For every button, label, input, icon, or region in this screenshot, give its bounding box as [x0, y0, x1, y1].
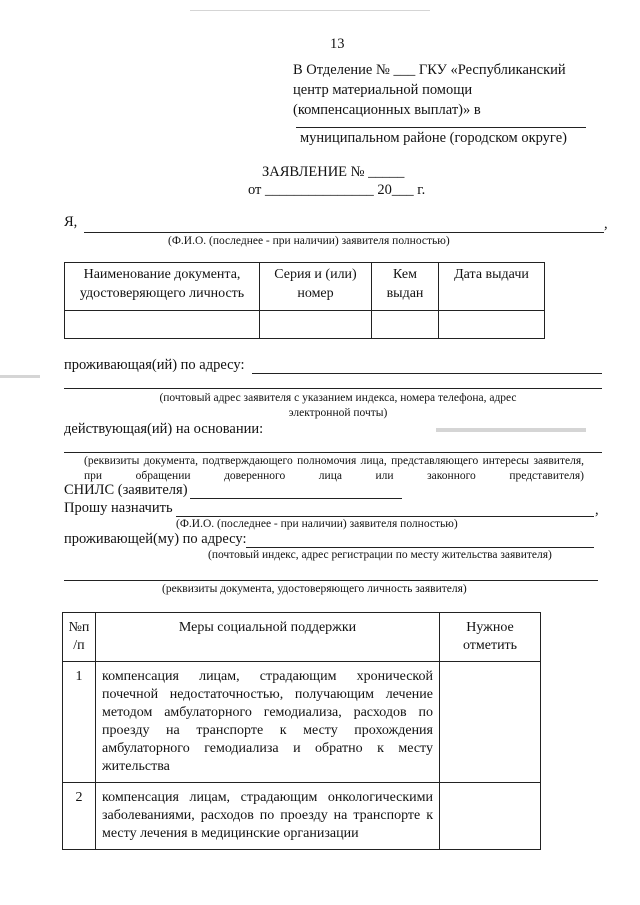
addressee-line: муниципальном районе (городском округе)	[300, 130, 567, 146]
row-number: 1	[63, 662, 96, 783]
recipient-address-field[interactable]	[246, 547, 594, 548]
district-field[interactable]	[296, 127, 586, 128]
address-caption: (почтовый адрес заявителя с указанием индекса, номера телефона, адрес электронной почты)	[159, 392, 517, 419]
request-label: Прошу назначить	[64, 500, 173, 516]
addressee-line: В Отделение № ___ ГКУ «Республиканский	[293, 62, 566, 78]
table-header-cell: Кем выдан	[372, 263, 439, 311]
addressee-line: центр материальной помощи	[293, 82, 473, 98]
table-header-cell: Нужное отметить	[440, 613, 541, 662]
recipient-address-caption: (почтовый индекс, адрес регистрации по месту жительства заявителя)	[208, 549, 552, 561]
application-title: ЗАЯВЛЕНИЕ № _____	[262, 164, 405, 180]
recipient-address-label: проживающей(му) по адресу:	[64, 531, 247, 547]
measures-table	[62, 612, 541, 850]
table-row	[63, 662, 541, 783]
measure-text: компенсация лицам, страдающим онкологическими заболеваниями, расходов по проезду на транспорте к месту лечения в медицинские организации	[96, 783, 440, 850]
table-row	[63, 783, 541, 850]
page-number: 13	[330, 36, 345, 52]
comma: ,	[595, 502, 599, 518]
snils-label: СНИЛС (заявителя)	[64, 482, 188, 498]
table-cell[interactable]	[439, 311, 545, 339]
request-name-field[interactable]	[176, 516, 594, 517]
application-date: от _______________ 20___ г.	[248, 182, 426, 198]
table-header-cell: Дата выдачи	[439, 263, 545, 311]
scan-artifact	[0, 375, 40, 378]
applicant-prefix: Я,	[64, 214, 78, 230]
addressee-block	[293, 60, 566, 120]
table-header-row	[63, 613, 541, 662]
measure-text: компенсация лицам, страдающим хронической почечной недостаточностью, получающим лечение методом амбулаторного гемодиализа, расходов по проезду на транспорте к месту прохождения амбулаторного гемодиализа и обратно к месту жительства	[96, 662, 440, 783]
measure-checkbox-cell[interactable]	[440, 662, 541, 783]
basis-field[interactable]	[64, 452, 602, 453]
scan-artifact	[190, 10, 430, 11]
table-header-cell: Серия и (или) номер	[260, 263, 372, 311]
request-caption: (Ф.И.О. (последнее - при наличии) заявителя полностью)	[176, 518, 458, 530]
addressee-line: (компенсационных выплат)» в	[293, 102, 481, 118]
snils-field[interactable]	[190, 498, 402, 499]
table-header-cell: №п /п	[63, 613, 96, 662]
applicant-caption: (Ф.И.О. (последнее - при наличии) заявителя полностью)	[168, 235, 450, 247]
basis-label: действующая(ий) на основании:	[64, 421, 264, 437]
id-caption: (реквизиты документа, удостоверяющего личность заявителя)	[162, 583, 467, 595]
table-cell[interactable]	[372, 311, 439, 339]
scan-artifact	[436, 428, 586, 432]
table-cell[interactable]	[65, 311, 260, 339]
applicant-name-field[interactable]	[84, 232, 604, 233]
table-row	[65, 311, 545, 339]
table-header-cell: Наименование документа, удостоверяющего личность	[65, 263, 260, 311]
id-document-table	[64, 262, 545, 339]
table-cell[interactable]	[260, 311, 372, 339]
basis-caption: (реквизиты документа, подтверждающего полномочия лица, представляющего интересы заявителя, при обращении доверенного лица или законного представителя)	[84, 455, 584, 482]
recipient-id-field[interactable]	[64, 580, 598, 581]
table-header-row	[65, 263, 545, 311]
row-number: 2	[63, 783, 96, 850]
address-field-line2[interactable]	[64, 388, 602, 389]
address-label: проживающая(ий) по адресу:	[64, 357, 245, 373]
comma: ,	[604, 216, 608, 232]
table-header-cell: Меры социальной поддержки	[96, 613, 440, 662]
measure-checkbox-cell[interactable]	[440, 783, 541, 850]
address-field[interactable]	[252, 373, 602, 374]
